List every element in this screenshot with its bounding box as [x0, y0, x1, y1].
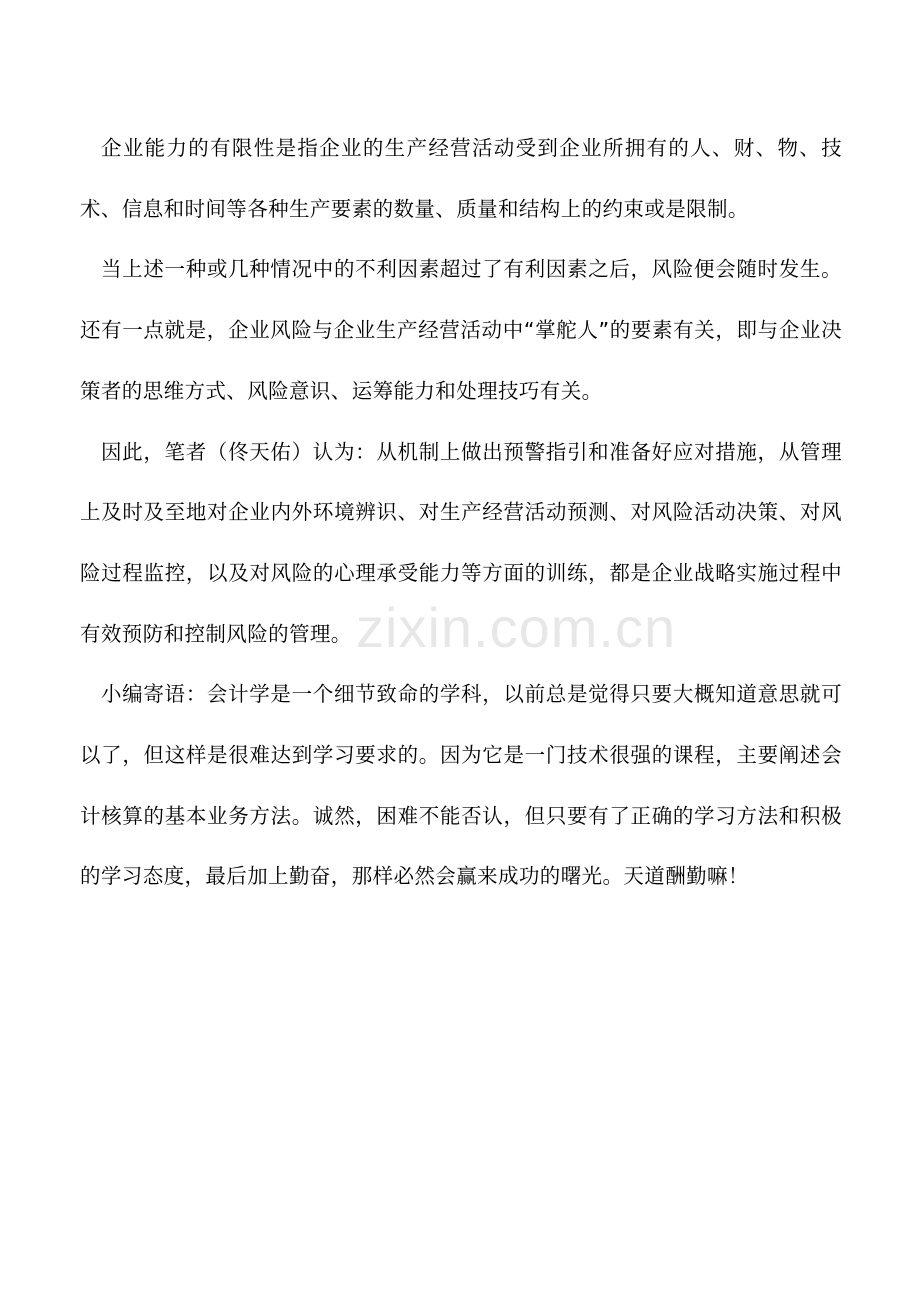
paragraph-risk-occurrence: 当上述一种或几种情况中的不利因素超过了有利因素之后，风险便会随时发生。还有一点就是，企业风险与企业生产经营活动中“掌舵人”的要素有关，即与企业决策者的思维方式、风险意识、运筹能力和处理技巧有关。 — [80, 257, 842, 403]
paragraph-capability-limits: 企业能力的有限性是指企业的生产经营活动受到企业所拥有的人、财、物、技术、信息和时间等各种生产要素的数量、质量和结构上的约束或是限制。 — [80, 136, 842, 221]
paragraph-editor-note: 小编寄语：会计学是一个细节致命的学科，以前总是觉得只要大概知道意思就可以了，但这样是很难达到学习要求的。因为它是一门技术很强的课程，主要阐述会计核算的基本业务方法。诚然，困难不能否认，但只要有了正确的学习方法和积极的学习态度，最后加上勤奋，那样必然会赢来成功的曙光。天道酬勤嘛！ — [80, 682, 842, 889]
paragraph-author-view: 因此，笔者（佟天佑）认为：从机制上做出预警指引和准备好应对措施，从管理上及时及至地对企业内外环境辨识、对生产经营活动预测、对风险活动决策、对风险过程监控，以及对风险的心理承受能力等方面的训练，都是企业战略实施过程中有效预防和控制风险的管理。 — [80, 439, 842, 646]
document-body — [80, 118, 842, 907]
watermark-text: zixin.com.cn — [356, 596, 677, 659]
